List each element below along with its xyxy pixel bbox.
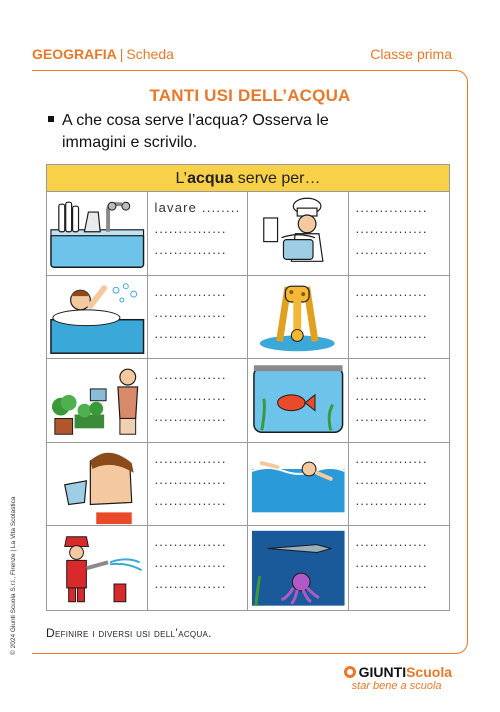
learning-goal: Definire i diversi usi dell’acqua. [46, 626, 212, 640]
header-separator: | [119, 46, 124, 62]
dotted-line: ............... [355, 471, 428, 487]
dotted-line: ............... [154, 471, 227, 487]
table-row [47, 192, 449, 276]
watering-plants-picture [47, 359, 148, 442]
example-word: lavare [154, 200, 198, 215]
dotted-line: ............... [154, 283, 227, 299]
firefighter-picture [47, 526, 148, 610]
table-header-bold: acqua [187, 170, 234, 187]
sink-icon [47, 192, 147, 275]
swimming-picture [248, 443, 349, 526]
table-row [47, 276, 449, 360]
swimmer-icon [248, 443, 348, 526]
bathtub-icon [47, 276, 147, 359]
chef-cooking-picture [248, 192, 349, 275]
dotted-line: ............... [154, 325, 227, 341]
class-label: Classe prima [370, 46, 452, 62]
bullet-icon [48, 116, 54, 122]
dotted-line: ............... [355, 242, 428, 257]
brand-name-giunti: GIUNTI [358, 664, 407, 680]
table-header-pre: L’ [175, 170, 188, 187]
giraffe-icon [248, 276, 348, 359]
answer-lines[interactable] [148, 526, 248, 610]
dotted-line: ............... [355, 409, 428, 424]
dotted-line: ............... [154, 555, 227, 570]
exercise-table [46, 164, 450, 611]
dotted-line: ............... [154, 450, 227, 466]
dotted-line: ............... [355, 283, 428, 299]
answer-lines[interactable] [148, 276, 248, 359]
dotted-line: ............... [154, 534, 227, 549]
dotted-line: ............... [154, 388, 227, 403]
logo-g-icon [344, 666, 356, 678]
subject-label: GEOGRAFIA [32, 46, 117, 62]
table-header [47, 165, 449, 192]
sea-life-picture [248, 526, 349, 610]
publisher-logo [344, 664, 452, 692]
subject-header [32, 46, 174, 62]
answer-lines[interactable] [148, 192, 248, 275]
dotted-line: ............... [355, 367, 428, 382]
dotted-line: ............... [355, 200, 428, 215]
answer-lines[interactable] [148, 359, 248, 442]
table-row [47, 443, 449, 527]
dotted-line: ........ [201, 200, 241, 215]
octopus-icon [248, 526, 348, 610]
dotted-line: ............... [154, 492, 227, 508]
dotted-line: ............... [154, 409, 227, 424]
child-bathing-picture [47, 276, 148, 359]
dotted-line: ............... [154, 304, 227, 320]
table-row [47, 359, 449, 443]
page-title: TANTI USI DELL’ACQUA [149, 86, 351, 105]
fish-icon [248, 359, 348, 442]
answer-lines[interactable] [349, 443, 449, 526]
dish-washing-picture [47, 192, 148, 275]
watering-can-icon [47, 359, 147, 442]
hose-icon [47, 526, 147, 610]
chef-icon [248, 192, 348, 275]
boy-drinking-picture [47, 443, 148, 526]
dotted-line: ............... [154, 367, 227, 382]
dotted-line: ............... [355, 492, 428, 508]
glass-icon [47, 443, 147, 526]
answer-lines[interactable] [349, 526, 449, 610]
dotted-line: ............... [355, 221, 428, 236]
sheet-type-label: Scheda [126, 46, 174, 62]
answer-line-example [154, 200, 247, 221]
dotted-line: ............... [355, 576, 428, 591]
dotted-line: ............... [355, 555, 428, 570]
answer-lines[interactable] [349, 276, 449, 359]
brand-name [344, 664, 452, 680]
giraffe-drinking-picture [248, 276, 349, 359]
table-header-post: serve per… [233, 170, 321, 187]
dotted-line: ............... [355, 534, 428, 549]
dotted-line: ............... [355, 450, 428, 466]
instruction [48, 110, 448, 154]
dotted-line: ............... [154, 221, 227, 236]
instruction-line-1: A che cosa serve l’acqua? Osserva le [62, 112, 329, 129]
aquarium-picture [248, 359, 349, 442]
answer-lines[interactable] [148, 443, 248, 526]
dotted-line: ............... [355, 325, 428, 341]
answer-lines[interactable] [349, 359, 449, 442]
table-row [47, 526, 449, 610]
copyright: © 2024 Giunti Scuola S.r.l., Firenze | La Vita Scolastica [10, 496, 17, 655]
dotted-line: ............... [355, 388, 428, 403]
dotted-line: ............... [154, 576, 227, 591]
brand-name-scuola: Scuola [406, 664, 452, 680]
instruction-line-2: immagini e scrivilo. [62, 134, 198, 151]
brand-tagline: star bene a scuola [351, 680, 442, 692]
answer-lines[interactable] [349, 192, 449, 275]
dotted-line: ............... [355, 304, 428, 320]
dotted-line: ............... [154, 242, 227, 257]
